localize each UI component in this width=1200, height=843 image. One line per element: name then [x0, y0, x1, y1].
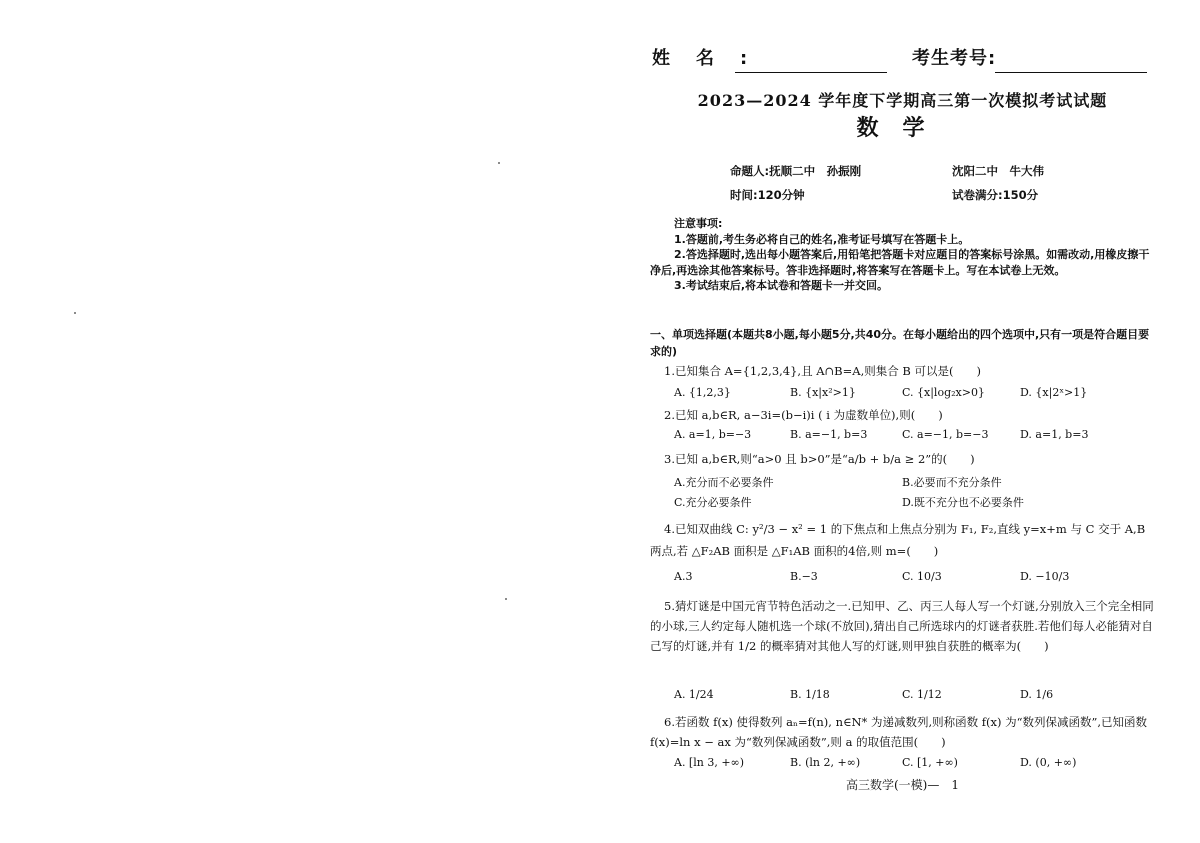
option-a[interactable]: A. [ln 3, +∞) [674, 756, 744, 769]
option-a[interactable]: A. {1,2,3} [674, 386, 731, 399]
option-c[interactable]: C. [1, +∞) [902, 756, 958, 769]
name-label: 姓名: [652, 48, 774, 69]
note-item: 2.答选择题时,选出每小题答案后,用铅笔把答题卡对应题目的答案标号涂黑。如需改动,用橡皮擦干净后,再选涂其他答案标号。答非选择题时,将答案写在答题卡上。写在本试卷上无效。 [650, 248, 1150, 277]
option-c[interactable]: C. a=−1, b=−3 [902, 428, 989, 441]
question-1 [650, 362, 1155, 380]
exam-time: 时间:120分钟 [730, 188, 805, 202]
notes-block [650, 216, 1155, 294]
option-d[interactable]: D.既不充分也不必要条件 [902, 496, 1024, 509]
exam-page [650, 40, 1155, 840]
options-row [674, 474, 1154, 492]
candidate-id-blank-line [995, 72, 1147, 73]
page-footer: 高三数学(一模)— 1 [846, 778, 959, 792]
question-5 [650, 596, 1155, 656]
options-row [674, 568, 1154, 586]
question-stem: 1.已知集合 A={1,2,3,4},且 A∩B=A,则集合 B 可以是( ) [664, 364, 981, 378]
option-d[interactable]: D. −10/3 [1020, 570, 1070, 583]
option-d[interactable]: D. (0, +∞) [1020, 756, 1077, 769]
options-row [674, 384, 1154, 402]
option-b[interactable]: B. (ln 2, +∞) [790, 756, 861, 769]
question-stem: 2.已知 a,b∈R, a−3i=(b−i)i ( i 为虚数单位),则( ) [664, 408, 943, 422]
author-1: 命题人:抚顺二中 孙振刚 [730, 164, 862, 178]
scan-speck [505, 598, 507, 600]
option-a[interactable]: A.3 [674, 570, 693, 583]
options-row [674, 494, 1154, 512]
subject-title: 数学 [856, 116, 949, 141]
option-b[interactable]: B.必要而不充分条件 [902, 476, 1002, 489]
name-blank-line [735, 72, 887, 73]
author-2: 沈阳二中 牛大伟 [952, 164, 1044, 178]
option-c[interactable]: C. {x|log₂x>0} [902, 386, 985, 399]
candidate-header [650, 50, 1155, 76]
option-b[interactable]: B. a=−1, b=3 [790, 428, 868, 441]
option-b[interactable]: B. 1/18 [790, 688, 830, 701]
note-item: 3.考试结束后,将本试卷和答题卡一并交回。 [674, 279, 889, 292]
question-6 [650, 712, 1155, 752]
option-a[interactable]: A. a=1, b=−3 [674, 428, 752, 441]
section-title: 一、单项选择题(本题共8小题,每小题5分,共40分。在每小题给出的四个选项中,只有一项是符合题目要求的) [650, 328, 1150, 358]
option-a[interactable]: A. 1/24 [674, 688, 714, 701]
question-2 [650, 406, 1155, 424]
question-4 [650, 518, 1155, 562]
option-c[interactable]: C.充分必要条件 [674, 496, 752, 509]
full-score: 试卷满分:150分 [952, 188, 1039, 202]
question-stem: 5.猜灯谜是中国元宵节特色活动之一.已知甲、乙、丙三人每人写一个灯谜,分别放入三个完全相同的小球,三人约定每人随机选一个球(不放回),猜出自己所选球内的灯谜者获胜.若他们每人必能猜对自己写的灯谜,并有 1/2 的概率猜对其他人写的灯谜,则甲独自获胜的概率为( ) [650, 599, 1154, 653]
option-b[interactable]: B. {x|x²>1} [790, 386, 856, 399]
options-row [674, 754, 1154, 772]
option-c[interactable]: C. 1/12 [902, 688, 942, 701]
question-stem: 6.若函数 f(x) 使得数列 aₙ=f(n), n∈N* 为递减数列,则称函数 f(x) 为“数列保减函数”,已知函数 f(x)=ln x − ax 为“数列保减函数”,则 a 的取值范围( ) [650, 715, 1148, 749]
note-item: 1.答题前,考生务必将自己的姓名,准考证号填写在答题卡上。 [674, 232, 970, 246]
notes-heading: 注意事项: [674, 217, 723, 230]
option-b[interactable]: B.−3 [790, 570, 818, 583]
option-d[interactable]: D. a=1, b=3 [1020, 428, 1089, 441]
option-a[interactable]: A.充分而不必要条件 [674, 476, 774, 489]
option-d[interactable]: D. 1/6 [1020, 688, 1054, 701]
exam-title: 2023—2024 学年度下学期高三第一次模拟考试试题 [697, 91, 1108, 110]
scan-speck [74, 312, 76, 314]
options-row [674, 426, 1154, 444]
options-row [674, 686, 1154, 704]
question-3 [650, 450, 1155, 468]
scan-speck [498, 162, 500, 164]
candidate-id-label: 考生考号: [912, 48, 997, 69]
option-d[interactable]: D. {x|2ˣ>1} [1020, 386, 1088, 399]
option-c[interactable]: C. 10/3 [902, 570, 942, 583]
question-stem: 3.已知 a,b∈R,则“a>0 且 b>0”是“a/b + b/a ≥ 2”的( ) [664, 452, 975, 466]
question-stem: 4.已知双曲线 C: y²/3 − x² = 1 的下焦点和上焦点分别为 F₁, F₂,直线 y=x+m 与 C 交于 A,B 两点,若 △F₂AB 面积是 △F₁AB 面积的4倍,则 m=( ) [650, 522, 1146, 558]
